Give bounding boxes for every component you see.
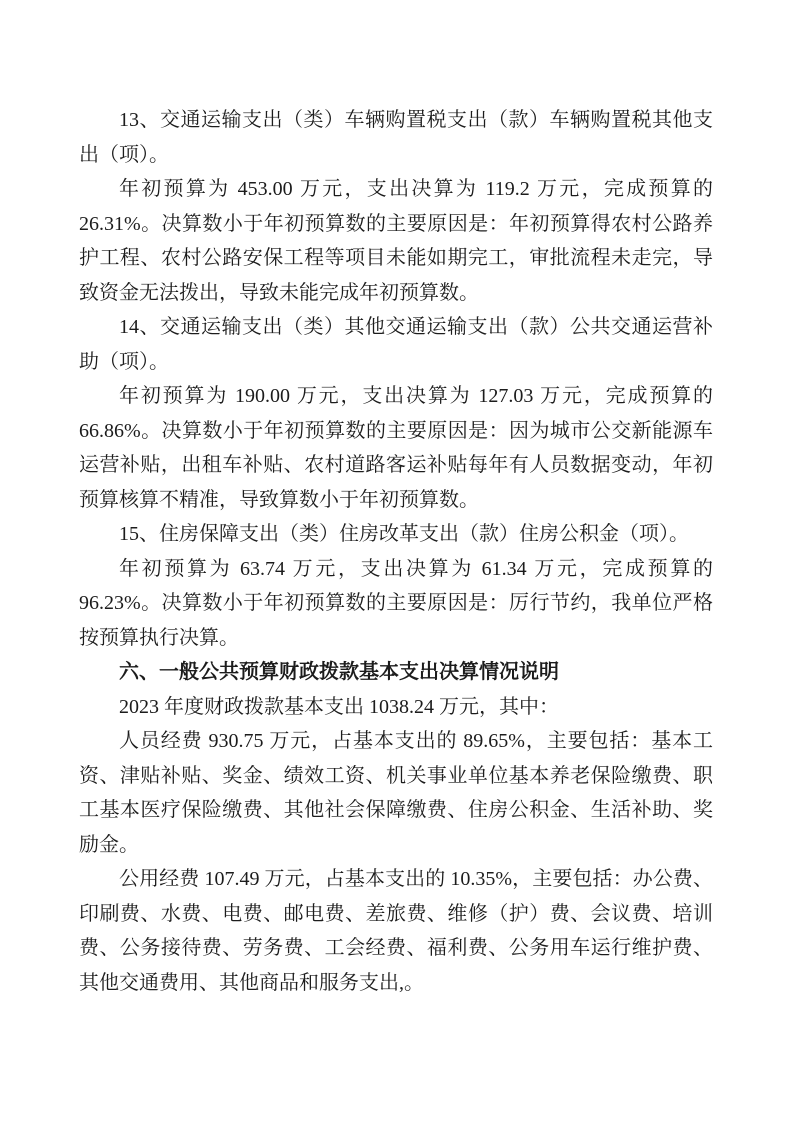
paragraph-item-15-title: 15、住房保障支出（类）住房改革支出（款）住房公积金（项）。 [119,523,689,545]
paragraph-item-15-detail: 年初预算为 63.74 万元，支出决算为 61.34 万元，完成预算的 96.23%。决算数小于年初预算数的主要原因是：厉行节约，我单位严格按预算执行决算。 [79,557,713,649]
paragraph-public-expense: 公用经费 107.49 万元，占基本支出的 10.35%，主要包括：办公费、印刷费、水费、电费、邮电费、差旅费、维修（护）费、会议费、培训费、公务接待费、劳务费、工会经费、福利费、公务用车运行维护费、其他交通费用、其他商品和服务支出,。 [79,868,713,994]
paragraph-item-14-detail: 年初预算为 190.00 万元，支出决算为 127.03 万元，完成预算的 66.86%。决算数小于年初预算数的主要原因是：因为城市公交新能源车运营补贴，出租车补贴、农村道路客运补贴每年有人员数据变动，年初预算核算不精准，导致算数小于年初预算数。 [79,385,713,511]
paragraph-item-13-title: 13、交通运输支出（类）车辆购置税支出（款）车辆购置税其他支出（项）。 [79,109,713,166]
paragraph-item-13-detail: 年初预算为 453.00 万元，支出决算为 119.2 万元，完成预算的 26.31%。决算数小于年初预算数的主要原因是：年初预算得农村公路养护工程、农村公路安保工程等项目未能如期完工，审批流程未走完，导致资金无法拨出，导致未能完成年初预算数。 [79,178,713,304]
document-content [79,103,713,1000]
paragraph-section-intro: 2023 年度财政拨款基本支出 1038.24 万元，其中： [119,695,559,718]
section-heading-basic-expenditure: 六、一般公共预算财政拨款基本支出决算情况说明 [119,661,559,683]
paragraph-personnel-expense: 人员经费 930.75 万元，占基本支出的 89.65%，主要包括：基本工资、津贴补贴、奖金、绩效工资、机关事业单位基本养老保险缴费、职工基本医疗保险缴费、其他社会保障缴费、住房公积金、生活补助、奖励金。 [79,730,713,856]
paragraph-item-14-title: 14、交通运输支出（类）其他交通运输支出（款）公共交通运营补助（项）。 [79,316,713,373]
